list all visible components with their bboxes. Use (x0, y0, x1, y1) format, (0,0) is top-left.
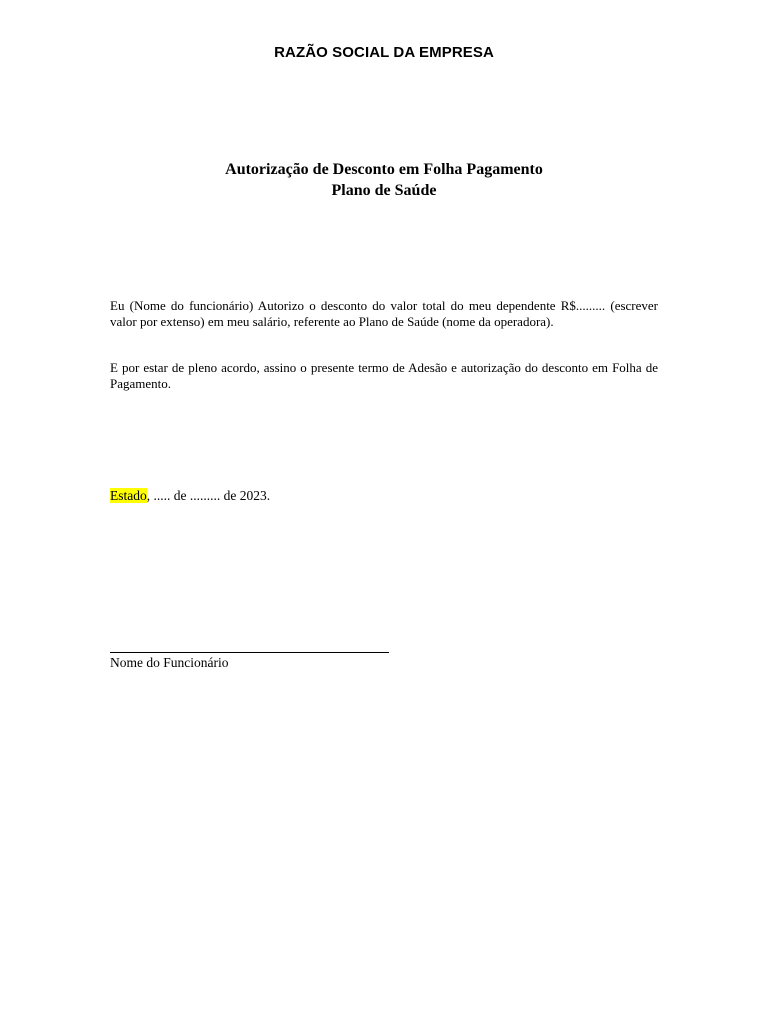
signature-label: Nome do Funcionário (110, 655, 229, 670)
title-line-2: Plano de Saúde (331, 182, 437, 199)
date-rest: , ..... de ......... de 2023. (146, 488, 271, 503)
company-name: RAZÃO SOCIAL DA EMPRESA (274, 44, 494, 61)
agreement-paragraph: E por estar de pleno acordo, assino o presente termo de Adesão e autorização do desconto em Folha de Pagamento. (110, 360, 658, 391)
title-line-1: Autorização de Desconto em Folha Pagamento (225, 161, 543, 178)
date-line (110, 487, 270, 504)
document-title (0, 159, 768, 201)
authorization-paragraph: Eu (Nome do funcionário) Autorizo o desconto do valor total do meu dependente R$......... (escrever valor por extenso) em meu salário, referente ao Plano de Saúde (nome da operadora). (110, 298, 658, 329)
date-state-highlight: Estado (110, 488, 147, 503)
signature-line (110, 652, 389, 653)
